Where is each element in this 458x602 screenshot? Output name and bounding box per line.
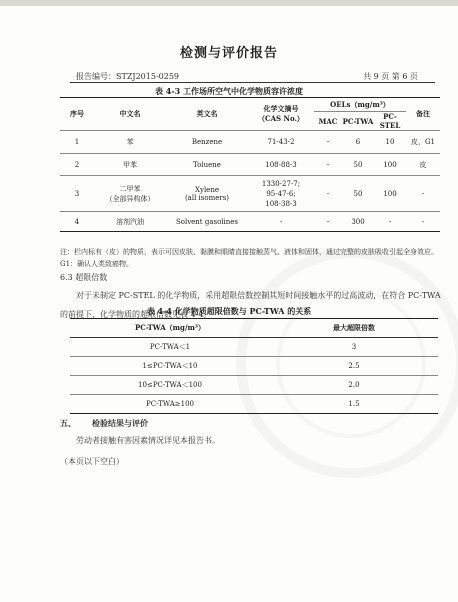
cell-twa: 50 bbox=[342, 176, 374, 212]
cell-twa-range: PC-TWA≥100 bbox=[70, 395, 270, 414]
col-en-name: 英文名 bbox=[196, 109, 218, 118]
col-mac: MAC bbox=[314, 112, 342, 131]
col-stel: PC-STEL bbox=[374, 112, 406, 131]
table-row bbox=[60, 154, 440, 176]
cell-en: Toluene bbox=[166, 154, 248, 176]
cell-twa-range: 10≤PC-TWA＜100 bbox=[70, 376, 270, 395]
cell-en: Solvent gasolines bbox=[166, 212, 248, 232]
col-remark: 备注 bbox=[416, 109, 430, 118]
cell-cas: 108-88-3 bbox=[248, 154, 314, 176]
blank-remark: （本页以下空白） bbox=[60, 457, 124, 466]
multiple-table bbox=[70, 318, 438, 414]
cell-en-line2: (all isomers) bbox=[184, 193, 230, 202]
cell-cn: 苯 bbox=[94, 131, 166, 154]
cell-remark: 皮，G1 bbox=[406, 131, 440, 154]
table1-caption: 表 4-3 工作场所空气中化学物质容许浓度 bbox=[154, 86, 304, 96]
cell-cn: 甲苯 bbox=[94, 154, 166, 176]
table-row bbox=[70, 357, 438, 376]
cell-no: 1 bbox=[60, 131, 94, 154]
cell-stel: 10 bbox=[374, 131, 406, 154]
report-number: 报告编号：STZJ2015-0259 bbox=[76, 72, 180, 81]
cell-mac: - bbox=[314, 154, 342, 176]
cell-stel: - bbox=[374, 212, 406, 232]
cell-remark: - bbox=[406, 212, 440, 232]
cell-cn: 溶剂汽油 bbox=[94, 212, 166, 232]
cell-no: 3 bbox=[60, 176, 94, 212]
table-row bbox=[60, 176, 440, 212]
cell-en-line1: Xylene bbox=[195, 185, 219, 194]
cell-cn bbox=[94, 176, 166, 212]
col-cas-line1: 化学文摘号 bbox=[263, 104, 299, 113]
col-pc-twa: PC-TWA（mg/m³） bbox=[70, 319, 270, 338]
cell-twa: 50 bbox=[342, 154, 374, 176]
cell-mac: - bbox=[314, 131, 342, 154]
table-note: 注：栏内标有（皮）的物质，表示可因皮肤、黏膜和眼睛直接接触蒸气、液体和固体，通过完整的皮肤吸收引起全身效应。G1：确认人类致癌物。 bbox=[60, 248, 438, 268]
section-5-number: 五、 bbox=[60, 418, 76, 428]
cell-twa: 6 bbox=[342, 131, 374, 154]
cell-multiple: 2.5 bbox=[270, 357, 438, 376]
table2-caption: 表 4-4 化学物质超限倍数与 PC-TWA 的关系 bbox=[146, 306, 312, 316]
table-row bbox=[60, 212, 440, 232]
col-cn-name: 中文名 bbox=[119, 109, 141, 118]
cell-cas-line1: 1330-27-7; bbox=[261, 179, 301, 188]
page-title: 检测与评价报告 bbox=[179, 46, 278, 61]
col-no: 序号 bbox=[70, 109, 84, 118]
cell-cas-line3: 108-38-3 bbox=[265, 199, 297, 208]
col-twa: PC-TWA bbox=[342, 112, 374, 131]
cell-cas bbox=[248, 176, 314, 212]
cell-mac: - bbox=[314, 212, 342, 232]
col-max-multiple: 最大超限倍数 bbox=[270, 319, 438, 338]
cell-mac: - bbox=[314, 176, 342, 212]
cell-remark: 皮 bbox=[406, 154, 440, 176]
table-row bbox=[70, 395, 438, 414]
cell-stel: 100 bbox=[374, 176, 406, 212]
table-row bbox=[70, 376, 438, 395]
section-6-3-paragraph: 对于未制定 PC-STEL 的化学物质，采用超限倍数控制其短时间接触水平的过高波动，在符合 PC-TWA 的前提下，化学物质的超限倍数见表 4-4。 bbox=[60, 291, 441, 319]
cell-cn-line2: （全部异构体） bbox=[105, 194, 155, 203]
header-rule bbox=[70, 82, 435, 83]
section-5-heading: 检验结果与评价 bbox=[92, 418, 148, 428]
scan-top-band bbox=[0, 0, 458, 6]
cell-no: 2 bbox=[60, 154, 94, 176]
col-cas bbox=[248, 98, 314, 131]
cell-multiple: 1.5 bbox=[270, 395, 438, 414]
cell-remark: - bbox=[406, 176, 440, 212]
cell-cas: 71-43-2 bbox=[248, 131, 314, 154]
section-6-3-heading: 6.3 超限倍数 bbox=[60, 273, 108, 282]
cell-multiple: 3 bbox=[351, 343, 357, 351]
cell-en bbox=[166, 176, 248, 212]
cell-stel: 100 bbox=[374, 154, 406, 176]
cell-twa: 300 bbox=[342, 212, 374, 232]
cell-no: 4 bbox=[60, 212, 94, 232]
cell-en: Benzene bbox=[166, 131, 248, 154]
cell-cas: - bbox=[248, 212, 314, 232]
table-row bbox=[60, 131, 440, 154]
cell-cn-line1: 二甲苯 bbox=[119, 184, 141, 193]
col-oels: OELs（mg/m³） bbox=[330, 99, 390, 109]
cell-cas-line2: 95-47-6; bbox=[266, 189, 296, 198]
cell-twa-range: 1≤PC-TWA＜10 bbox=[70, 357, 270, 376]
table-row bbox=[70, 338, 438, 357]
col-cas-line2: （CAS No.） bbox=[258, 114, 304, 123]
section-5-paragraph: 劳动者接触有害因素情况详见本报告书。 bbox=[76, 436, 220, 445]
cell-multiple: 2.0 bbox=[270, 376, 438, 395]
cell-twa-range: PC-TWA＜1 bbox=[149, 343, 191, 351]
page-count: 共 9 页 第 6 页 bbox=[363, 72, 418, 81]
oel-table bbox=[60, 97, 440, 232]
